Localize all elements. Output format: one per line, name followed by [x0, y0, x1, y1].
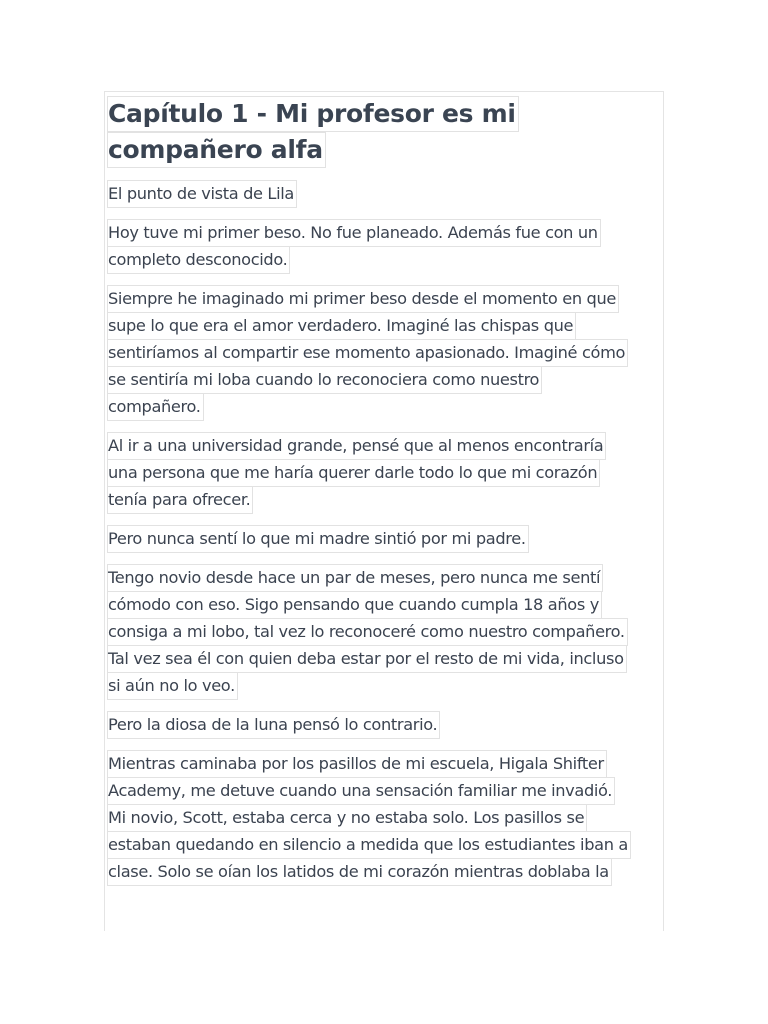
paragraph-imagined — [105, 285, 663, 420]
document-page — [104, 91, 664, 931]
text-line: Tal vez sea él con quien deba estar por el resto de mi vida, incluso — [107, 645, 627, 673]
text-line: cómodo con eso. Sigo pensando que cuando cumpla 18 años y — [107, 591, 602, 619]
paragraph-moon-goddess — [105, 711, 663, 738]
text-line: estaban quedando en silencio a medida que los estudiantes iban a — [107, 831, 631, 859]
text-line: compañero. — [107, 393, 204, 421]
text-line: Academy, me detuve cuando una sensación familiar me invadió. — [107, 777, 615, 805]
text-line: si aún no lo veo. — [107, 672, 238, 700]
paragraph-university — [105, 432, 663, 513]
text-line: se sentiría mi loba cuando lo reconociera como nuestro — [107, 366, 542, 394]
text-line: Siempre he imaginado mi primer beso desde el momento en que — [107, 285, 619, 313]
text-line: Al ir a una universidad grande, pensé que al menos encontraría — [107, 432, 606, 460]
text-line: una persona que me haría querer darle todo lo que mi corazón — [107, 459, 600, 487]
paragraph-boyfriend — [105, 564, 663, 699]
chapter-title — [105, 92, 663, 170]
paragraph-first-kiss — [105, 219, 663, 273]
text-line: Tengo novio desde hace un par de meses, pero nunca me sentí — [107, 564, 603, 592]
text-line: Hoy tuve mi primer beso. No fue planeado. Además fue con un — [107, 219, 601, 247]
text-line: Mientras caminaba por los pasillos de mi escuela, Higala Shifter — [107, 750, 607, 778]
text-line: tenía para ofrecer. — [107, 486, 253, 514]
text-line: Pero nunca sentí lo que mi madre sintió por mi padre. — [107, 525, 529, 553]
text-line: sentiríamos al compartir ese momento apasionado. Imaginé cómo — [107, 339, 628, 367]
text-line: completo desconocido. — [107, 246, 290, 274]
paragraph-hallways — [105, 750, 663, 885]
title-line: Capítulo 1 - Mi profesor es mi — [107, 96, 519, 132]
text-line: Mi novio, Scott, estaba cerca y no estaba solo. Los pasillos se — [107, 804, 587, 832]
text-line: Pero la diosa de la luna pensó lo contrario. — [107, 711, 440, 739]
title-line: compañero alfa — [107, 132, 326, 168]
paragraph-pov — [105, 180, 663, 207]
text-line: clase. Solo se oían los latidos de mi corazón mientras doblaba la — [107, 858, 612, 886]
text-line: El punto de vista de Lila — [107, 180, 297, 208]
paragraph-mother — [105, 525, 663, 552]
text-line: supe lo que era el amor verdadero. Imaginé las chispas que — [107, 312, 576, 340]
text-line: consiga a mi lobo, tal vez lo reconoceré como nuestro compañero. — [107, 618, 628, 646]
